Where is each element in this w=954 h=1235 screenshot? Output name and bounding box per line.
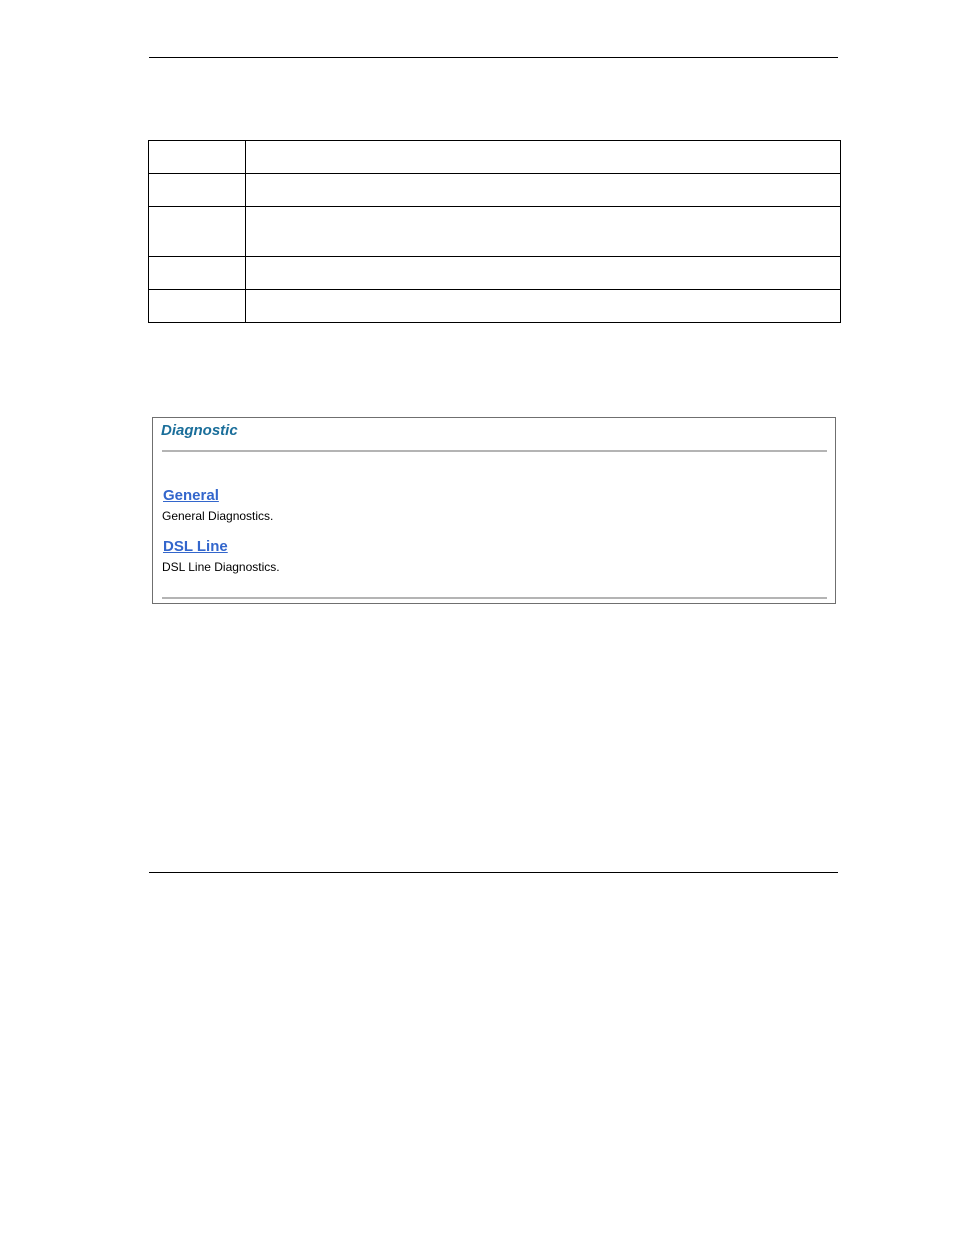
table-cell-description <box>246 174 841 207</box>
dsl-line-description: DSL Line Diagnostics. <box>162 560 280 574</box>
table-cell-label <box>149 207 246 257</box>
screen-title: Diagnostic <box>161 422 238 439</box>
footer-rule <box>149 872 838 873</box>
general-description: General Diagnostics. <box>162 509 274 523</box>
bottom-divider <box>162 597 827 599</box>
diagnostic-screenshot <box>152 417 836 604</box>
table-row <box>149 257 841 290</box>
table-cell-label <box>149 141 246 174</box>
table-row <box>149 290 841 323</box>
table-cell-description <box>246 207 841 257</box>
table-cell-description <box>246 290 841 323</box>
table-row <box>149 141 841 174</box>
header-rule <box>149 57 838 58</box>
table-cell-description <box>246 257 841 290</box>
table-cell-label <box>149 257 246 290</box>
dsl-line-link[interactable]: DSL Line <box>163 538 228 555</box>
table-row <box>149 207 841 257</box>
title-divider <box>162 450 827 452</box>
table-cell-description <box>246 141 841 174</box>
document-table <box>148 140 841 323</box>
table-cell-label <box>149 290 246 323</box>
table-row <box>149 174 841 207</box>
table-cell-label <box>149 174 246 207</box>
general-link[interactable]: General <box>163 487 219 504</box>
